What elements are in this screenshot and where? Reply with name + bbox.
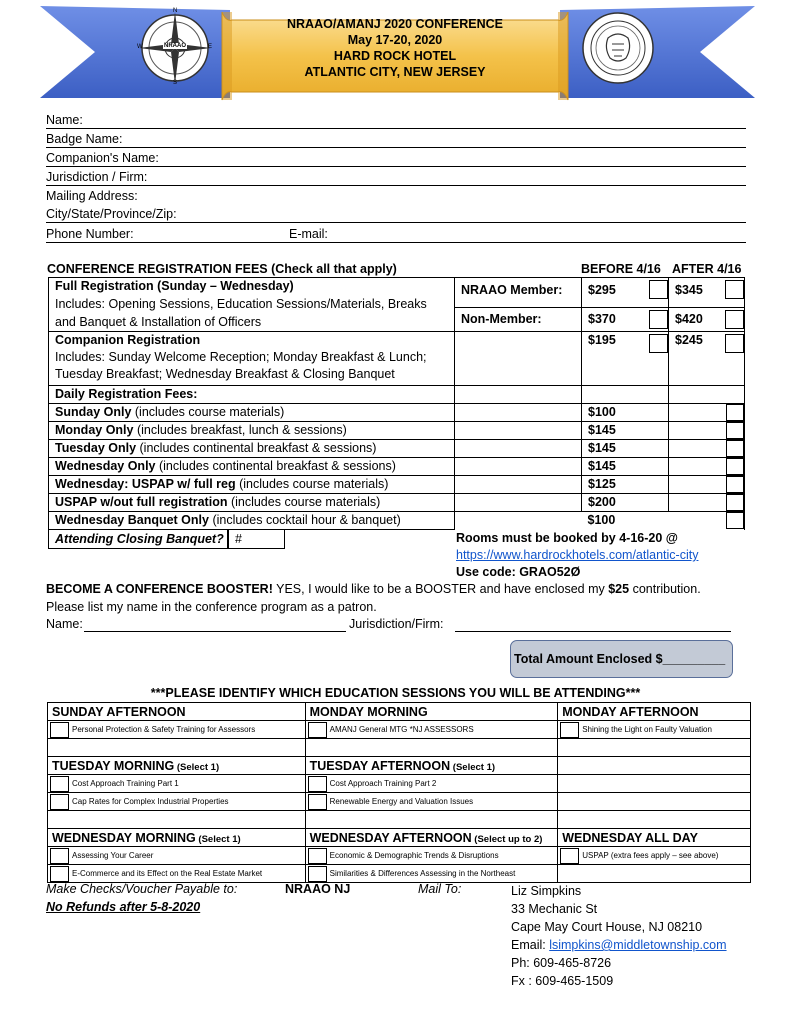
phone-label: Phone Number: xyxy=(46,227,134,241)
daily-row xyxy=(49,458,745,476)
monday-morning-header: MONDAY MORNING xyxy=(305,703,558,721)
daily-row xyxy=(49,440,745,458)
daily-row xyxy=(49,422,745,440)
session-option[interactable] xyxy=(305,847,558,865)
member-before-price: $295 xyxy=(588,283,616,297)
daily-row-desc: (includes course materials) xyxy=(227,495,381,509)
payable-label: Make Checks/Voucher Payable to: xyxy=(46,882,238,896)
session-label: Cost Approach Training Part 2 xyxy=(329,778,437,788)
session-option[interactable] xyxy=(48,721,306,739)
badge-name-label: Badge Name: xyxy=(46,132,123,146)
before-label: BEFORE 4/16 xyxy=(581,262,661,276)
booster-jurisdiction-line[interactable] xyxy=(455,631,731,632)
nonmember-before-checkbox[interactable] xyxy=(649,310,668,329)
session-label: Renewable Energy and Valuation Issues xyxy=(329,796,474,806)
session-checkbox[interactable] xyxy=(50,776,69,792)
companion-after-price: $245 xyxy=(675,333,703,347)
booster-amount: $25 xyxy=(608,582,630,596)
session-checkbox[interactable] xyxy=(50,866,69,882)
attending-banquet-count[interactable]: # xyxy=(228,529,285,549)
nonmember-before-cell xyxy=(582,308,669,332)
room-code: Use code: GRAO52Ø xyxy=(456,565,581,579)
daily-row-checkbox[interactable] xyxy=(726,494,744,511)
session-label: Economic & Demographic Trends & Disruptions xyxy=(329,850,499,860)
daily-row-title: Wednesday: USPAP w/ full reg xyxy=(55,477,236,491)
address-phone: Ph: 609-465-8726 xyxy=(511,956,612,970)
daily-row-checkbox[interactable] xyxy=(726,404,744,421)
companion-name-label: Companion's Name: xyxy=(46,151,159,165)
tuesday-morning-title: TUESDAY MORNING xyxy=(52,758,175,773)
banner-line-1: NRAAO/AMANJ 2020 CONFERENCE xyxy=(286,17,503,31)
daily-row-desc: (includes cocktail hour & banquet) xyxy=(208,513,401,527)
session-label: E-Commerce and its Effect on the Real Estate Market xyxy=(72,868,263,878)
companion-after-checkbox[interactable] xyxy=(725,334,744,353)
hotel-booking-link[interactable]: https://www.hardrockhotels.com/atlantic-city xyxy=(456,548,699,562)
member-after-checkbox[interactable] xyxy=(725,280,744,299)
session-option[interactable] xyxy=(558,721,751,739)
wednesday-morning-header xyxy=(48,829,306,847)
name-field[interactable] xyxy=(46,111,746,129)
nonmember-after-price: $420 xyxy=(675,312,703,326)
daily-row-desc: (includes course materials) xyxy=(235,477,389,491)
session-label: Shining the Light on Faulty Valuation xyxy=(582,724,712,734)
mail-to-label: Mail To: xyxy=(418,882,462,896)
banner-line-4: ATLANTIC CITY, NEW JERSEY xyxy=(304,65,486,79)
session-option[interactable] xyxy=(305,793,558,811)
member-before-cell xyxy=(582,278,669,308)
session-label: Cap Rates for Complex Industrial Properties xyxy=(72,796,229,806)
companion-before-price: $195 xyxy=(588,333,616,347)
daily-row xyxy=(49,404,745,422)
no-refunds-notice: No Refunds after 5-8-2020 xyxy=(46,900,201,914)
session-option[interactable] xyxy=(305,775,558,793)
sunday-afternoon-header: SUNDAY AFTERNOON xyxy=(48,703,306,721)
sessions-table xyxy=(47,702,751,883)
daily-row-price: $145 xyxy=(582,458,669,476)
daily-row xyxy=(49,494,745,512)
daily-row-title: Wednesday Banquet Only xyxy=(55,513,209,527)
full-registration-cell xyxy=(49,278,455,332)
companion-registration-includes: Includes: Sunday Welcome Reception; Monday Breakfast & Lunch; Tuesday Breakfast; Wednesday Breakfast & Closing Banquet xyxy=(55,350,427,381)
daily-row-price: $145 xyxy=(582,440,669,458)
session-checkbox[interactable] xyxy=(308,794,327,810)
booster-name-label: Name: xyxy=(46,617,83,631)
companion-registration-cell xyxy=(49,332,455,386)
session-checkbox[interactable] xyxy=(308,866,327,882)
daily-row-price: $100 xyxy=(582,512,669,530)
daily-row-desc: (includes course materials) xyxy=(131,405,285,419)
address-fax: Fx : 609-465-1509 xyxy=(511,974,614,988)
tuesday-afternoon-title: TUESDAY AFTERNOON xyxy=(309,758,451,773)
badge-name-field[interactable] xyxy=(46,130,746,148)
session-label: Similarities & Differences Assessing in the Northeast xyxy=(329,868,516,878)
session-checkbox[interactable] xyxy=(560,722,579,738)
compass-n-label: N xyxy=(173,8,178,14)
daily-row-title: Monday Only xyxy=(55,423,134,437)
daily-row-title: Tuesday Only xyxy=(55,441,137,455)
session-checkbox[interactable] xyxy=(560,848,579,864)
payable-to: NRAAO NJ xyxy=(285,882,351,896)
booster-line-2: Please list my name in the conference program as a patron. xyxy=(46,600,377,614)
tuesday-afternoon-note: (Select 1) xyxy=(450,761,496,773)
mailing-address-field[interactable] xyxy=(46,187,746,223)
daily-row-checkbox[interactable] xyxy=(726,458,744,475)
session-label: Cost Approach Training Part 1 xyxy=(72,778,179,788)
mailing-address-block xyxy=(511,882,727,990)
daily-row-title: USPAP w/out full registration xyxy=(55,495,228,509)
session-checkbox[interactable] xyxy=(308,776,327,792)
total-amount-box[interactable]: Total Amount Enclosed $_________ xyxy=(510,640,733,678)
session-option[interactable] xyxy=(48,847,306,865)
companion-before-cell xyxy=(582,332,669,386)
phone-email-field[interactable] xyxy=(46,225,746,243)
compass-s-label: S xyxy=(173,80,178,86)
daily-row-price: $125 xyxy=(582,476,669,494)
sessions-heading: ***PLEASE IDENTIFY WHICH EDUCATION SESSIONS YOU WILL BE ATTENDING*** xyxy=(150,686,641,700)
session-option[interactable] xyxy=(48,775,306,793)
daily-row-price: $145 xyxy=(582,422,669,440)
daily-row-desc: (includes breakfast, lunch & sessions) xyxy=(133,423,347,437)
rooms-deadline: Rooms must be booked by 4-16-20 @ xyxy=(456,531,678,545)
jurisdiction-field[interactable] xyxy=(46,168,746,186)
wednesday-morning-title: WEDNESDAY MORNING xyxy=(52,830,196,845)
session-checkbox[interactable] xyxy=(50,722,69,738)
monday-afternoon-header: MONDAY AFTERNOON xyxy=(558,703,751,721)
after-label: AFTER 4/16 xyxy=(672,262,742,276)
mailing-address-label: Mailing Address: xyxy=(46,189,138,203)
companion-registration-title: Companion Registration xyxy=(55,333,201,347)
companion-before-checkbox[interactable] xyxy=(649,334,668,353)
nonmember-after-checkbox[interactable] xyxy=(725,310,744,329)
booster-name-line[interactable] xyxy=(84,631,346,632)
daily-row xyxy=(49,512,745,530)
address-name: Liz Simpkins xyxy=(511,884,582,898)
member-label: NRAAO Member: xyxy=(455,278,582,308)
session-option[interactable] xyxy=(305,721,558,739)
wednesday-afternoon-title: WEDNESDAY AFTERNOON xyxy=(309,830,472,845)
fees-table xyxy=(48,277,745,530)
address-city: Cape May Court House, NJ 08210 xyxy=(511,920,703,934)
daily-row-title: Sunday Only xyxy=(55,405,132,419)
companion-after-cell xyxy=(669,332,745,386)
daily-row xyxy=(49,476,745,494)
wednesday-afternoon-header xyxy=(305,829,558,847)
daily-row-desc: (includes continental breakfast & sessions) xyxy=(136,441,377,455)
compass-w-label: W xyxy=(137,44,143,50)
daily-row-desc: (includes continental breakfast & sessions) xyxy=(155,459,396,473)
conference-banner xyxy=(0,0,791,108)
email-label: E-mail: xyxy=(289,227,328,241)
companion-name-field[interactable] xyxy=(46,149,746,167)
daily-row-price: $200 xyxy=(582,494,669,512)
wednesday-all-day-header: WEDNESDAY ALL DAY xyxy=(558,829,751,847)
banner-line-3: HARD ROCK HOTEL xyxy=(333,49,457,63)
nonmember-after-cell xyxy=(669,308,745,332)
session-checkbox[interactable] xyxy=(308,722,327,738)
wednesday-afternoon-note: (Select up to 2) xyxy=(471,833,543,845)
session-label: AMANJ General MTG *NJ ASSESSORS xyxy=(329,724,474,734)
daily-row-checkbox[interactable] xyxy=(726,512,744,529)
session-option[interactable] xyxy=(48,793,306,811)
address-street: 33 Mechanic St xyxy=(511,902,598,916)
daily-row-checkbox[interactable] xyxy=(726,476,744,493)
address-email-link[interactable]: lsimpkins@middletownship.com xyxy=(549,938,727,952)
nonmember-label: Non-Member: xyxy=(455,308,582,332)
member-before-checkbox[interactable] xyxy=(649,280,668,299)
session-option[interactable] xyxy=(558,847,751,865)
attending-banquet-label: Attending Closing Banquet? xyxy=(48,529,228,549)
name-label: Name: xyxy=(46,113,83,127)
session-label: Personal Protection & Safety Training for Assessors xyxy=(72,724,256,734)
daily-row-checkbox[interactable] xyxy=(726,422,744,439)
booster-text-2: contribution. xyxy=(629,582,701,596)
booster-jurisdiction-label: Jurisdiction/Firm: xyxy=(349,617,444,631)
tuesday-morning-header xyxy=(48,757,306,775)
member-after-cell xyxy=(669,278,745,308)
left-logo-text: NRAAO xyxy=(164,43,186,49)
tuesday-morning-note: (Select 1) xyxy=(174,761,220,773)
daily-heading: Daily Registration Fees: xyxy=(49,386,455,404)
session-checkbox[interactable] xyxy=(50,848,69,864)
address-email-label: Email: xyxy=(511,938,550,952)
address-email-line xyxy=(511,936,727,954)
session-option[interactable] xyxy=(305,865,558,883)
banner-line-2: May 17-20, 2020 xyxy=(347,33,443,47)
banner-title xyxy=(230,16,560,80)
member-after-price: $345 xyxy=(675,283,703,297)
nonmember-before-price: $370 xyxy=(588,312,616,326)
tuesday-afternoon-header xyxy=(305,757,558,775)
session-label: USPAP (extra fees apply – see above) xyxy=(582,850,719,860)
jurisdiction-label: Jurisdiction / Firm: xyxy=(46,170,148,184)
wednesday-morning-note: (Select 1) xyxy=(195,833,241,845)
booster-heading: BECOME A CONFERENCE BOOSTER! xyxy=(46,582,273,596)
booster-text-1: YES, I would like to be a BOOSTER and have enclosed my xyxy=(272,582,609,596)
session-checkbox[interactable] xyxy=(50,794,69,810)
daily-row-checkbox[interactable] xyxy=(726,440,744,457)
city-state-label: City/State/Province/Zip: xyxy=(46,207,177,221)
daily-row-price: $100 xyxy=(582,404,669,422)
full-registration-title: Full Registration (Sunday – Wednesday) xyxy=(55,279,294,293)
compass-e-label: E xyxy=(208,44,213,50)
booster-line-1 xyxy=(46,582,701,596)
session-checkbox[interactable] xyxy=(308,848,327,864)
companion-empty-cell xyxy=(455,332,582,386)
daily-row-title: Wednesday Only xyxy=(55,459,156,473)
session-label: Assessing Your Career xyxy=(72,850,154,860)
fees-heading: CONFERENCE REGISTRATION FEES (Check all that apply) xyxy=(47,262,397,276)
session-option[interactable] xyxy=(48,865,306,883)
full-registration-includes: Includes: Opening Sessions, Education Sessions/Materials, Breaks and Banquet & Installation of Officers xyxy=(55,297,427,329)
